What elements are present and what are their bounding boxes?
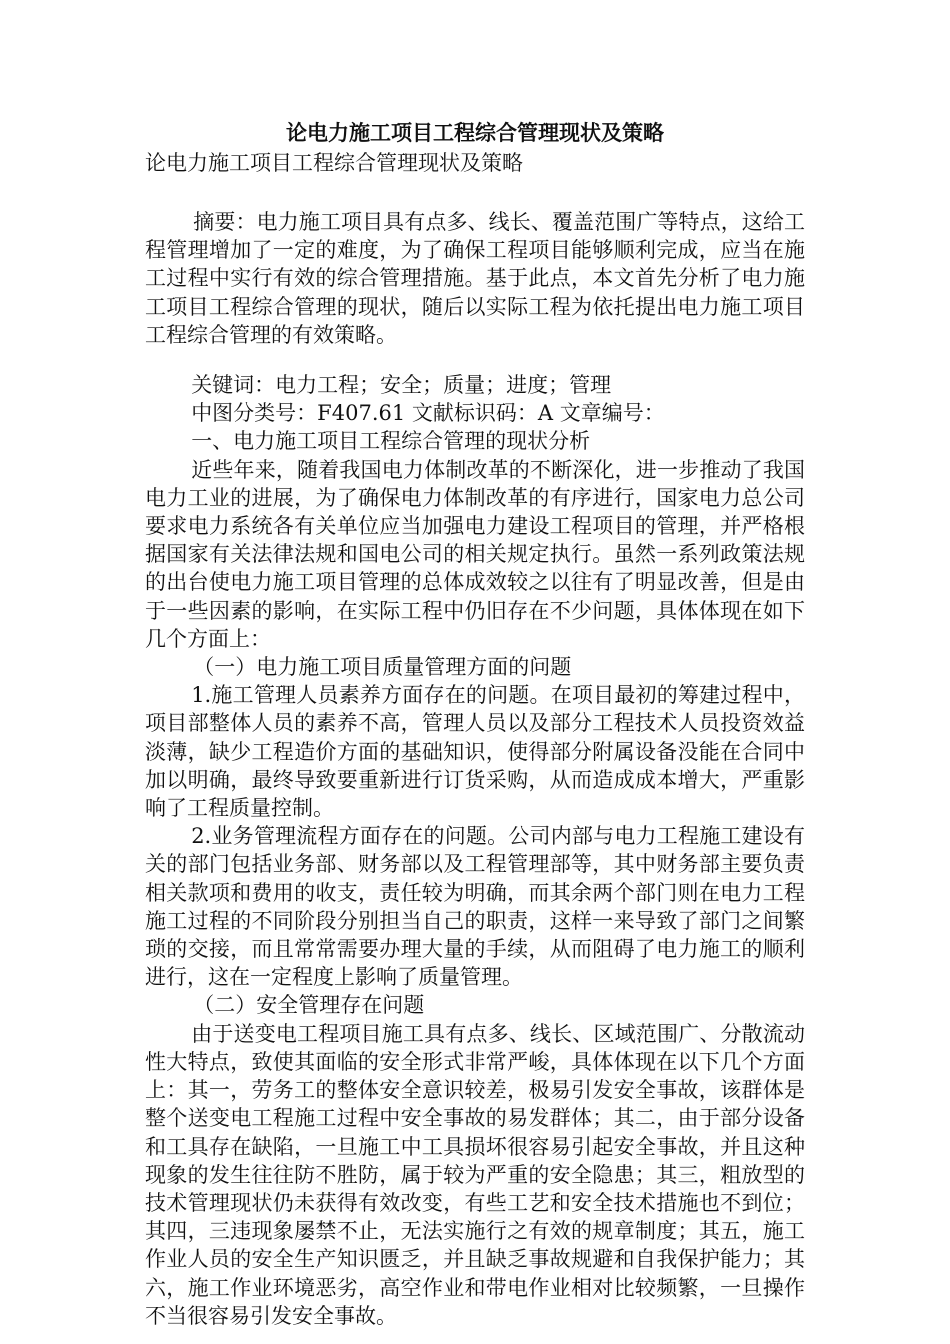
body-paragraph: 2.业务管理流程方面存在的问题。公司内部与电力工程施工建设有关的部门包括业务部、财务部以及工程管理部等，其中财务部主要负责相关款项和费用的收支，责任较为明确，而其余两个部门则在电力工程施工过程的不同阶段分别担当自己的职责，这样一来导致了部门之间繁琐的交接，而且常常需要办理大量的手续，从而阻碍了电力施工的顺利进行，这在一定程度上影响了质量管理。 (145, 824, 805, 990)
keywords-line: 关键词：电力工程；安全；质量；进度；管理 (191, 373, 612, 398)
classification-line: 中图分类号：F407.61 文献标识码：A 文章编号： (191, 401, 665, 426)
blank-line (145, 349, 805, 371)
document-title: 论电力施工项目工程综合管理现状及策略 (286, 120, 664, 145)
section-heading: 一、电力施工项目工程综合管理的现状分析 (191, 429, 591, 454)
document-subtitle: 论电力施工项目工程综合管理现状及策略 (145, 151, 523, 175)
document-page (145, 118, 805, 1330)
body-paragraph: 由于送变电工程项目施工具有点多、线长、区域范围广、分散流动性大特点，致使其面临的安全形式非常严峻，具体体现在以下几个方面上：其一，劳务工的整体安全意识较差，极易引发安全事故，该群体是整个送变电工程施工过程中安全事故的易发群体；其二，由于部分设备和工具存在缺陷，一旦施工中工具损坏很容易引起安全事故，并且这种现象的发生往往防不胜防，属于较为严重的安全隐患；其三，粗放型的技术管理现状仍未获得有效改变，有些工艺和安全技术措施也不到位；其四，三违现象屡禁不止，无法实施行之有效的规章制度；其五，施工作业人员的安全生产知识匮乏，并且缺乏事故规避和自我保护能力；其六，施工作业环境恶劣，高空作业和带电作业相对比较频繁，一旦操作不当很容易引发安全事故。 (145, 1021, 805, 1328)
subsection-heading: （二）安全管理存在问题 (193, 993, 425, 1018)
body-paragraph: 1.施工管理人员素养方面存在的问题。在项目最初的筹建过程中，项目部整体人员的素养不高，管理人员以及部分工程技术人员投资效益淡薄，缺少工程造价方面的基础知识，使得部分附属设备没能在合同中加以明确，最终导致要重新进行订货采购，从而造成成本增大，严重影响了工程质量控制。 (145, 683, 805, 821)
body-paragraph: 近些年来，随着我国电力体制改革的不断深化，进一步推动了我国电力工业的进展，为了确保电力体制改革的有序进行，国家电力总公司要求电力系统各有关单位应当加强电力建设工程项目的管理，并严格根据国家有关法律法规和国电公司的相关规定执行。虽然一系列政策法规的出台使电力施工项目管理的总体成效较之以往有了明显改善，但是由于一些因素的影响，在实际工程中仍旧存在不少问题，具体体现在如下几个方面上： (145, 457, 805, 651)
subsection-heading: （一）电力施工项目质量管理方面的问题 (193, 655, 572, 680)
abstract-paragraph: 摘要：电力施工项目具有点多、线长、覆盖范围广等特点，这给工程管理增加了一定的难度，为了确保工程项目能够顺利完成，应当在施工过程中实行有效的综合管理措施。基于此点，本文首先分析了电力施工项目工程综合管理的现状，随后以实际工程为依托提出电力施工项目工程综合管理的有效策略。 (145, 210, 805, 347)
blank-line (145, 178, 805, 208)
